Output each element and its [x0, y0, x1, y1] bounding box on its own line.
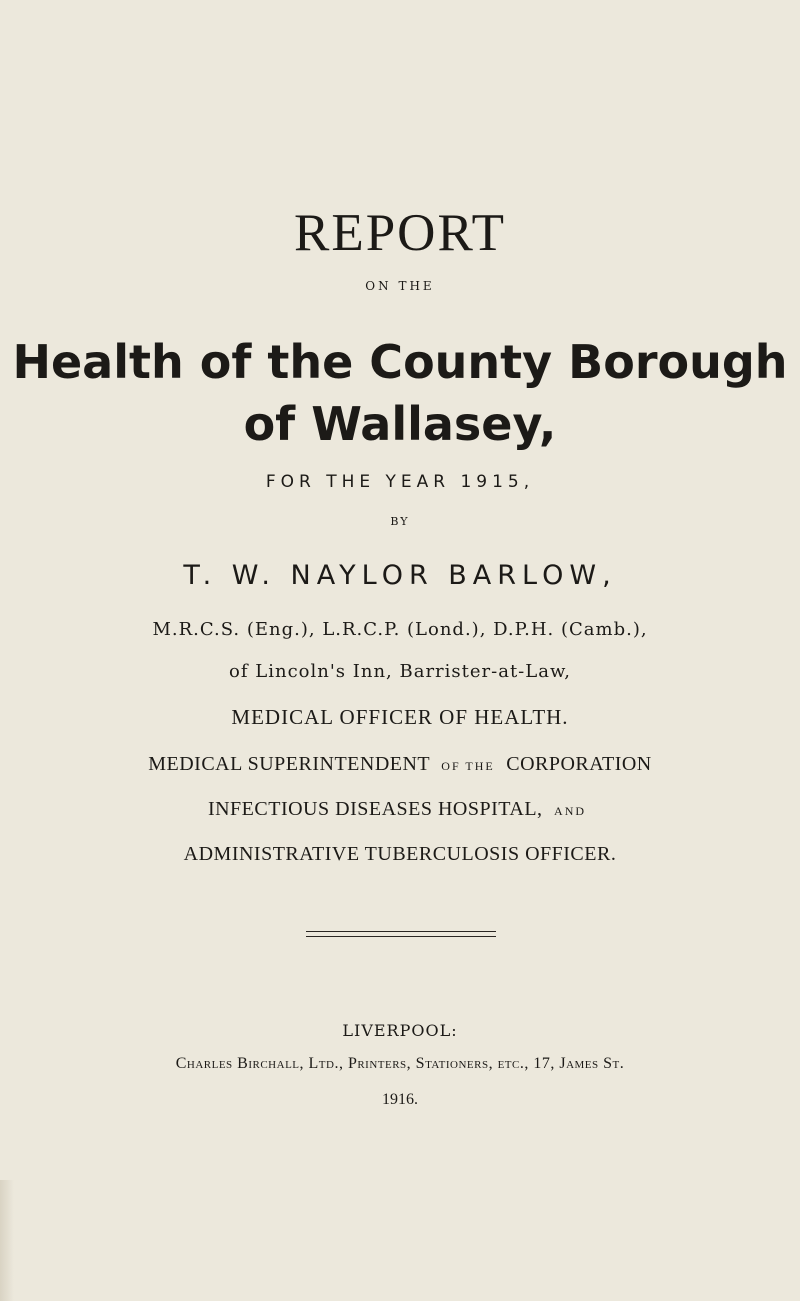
position-hospital-connector: AND	[554, 804, 587, 818]
author-qualifications: M.R.C.S. (Eng.), L.R.C.P. (Lond.), D.P.H. (Camb.),	[152, 619, 648, 640]
position-medical-officer: MEDICAL OFFICER OF HEALTH.	[231, 705, 569, 729]
imprint-year: 1916.	[382, 1091, 418, 1108]
binding-edge	[0, 1180, 14, 1301]
position-superintendent-start: MEDICAL SUPERINTENDENT	[148, 753, 430, 775]
by-label: BY	[390, 515, 410, 528]
on-the-label: ON THE	[365, 279, 435, 293]
author-name: T. W. NAYLOR BARLOW,	[183, 560, 617, 591]
author-inn: of Lincoln's Inn, Barrister-at-Law,	[229, 661, 571, 682]
imprint-printer: Charles Birchall, Ltd., Printers, Stationers, etc., 17, James St.	[175, 1055, 625, 1072]
report-title: REPORT	[293, 204, 507, 262]
position-tuberculosis-officer: ADMINISTRATIVE TUBERCULOSIS OFFICER.	[183, 843, 617, 865]
imprint-city: LIVERPOOL:	[342, 1021, 458, 1040]
double-rule-divider	[306, 931, 496, 937]
subject-heading-line2: of Wallasey,	[243, 397, 557, 451]
position-hospital	[0, 798, 800, 821]
year-line: FOR THE YEAR 1915,	[265, 472, 535, 492]
position-superintendent-end: CORPORATION	[506, 753, 652, 775]
position-superintendent	[0, 753, 800, 776]
subject-heading-line1: Health of the County Borough	[12, 335, 788, 389]
position-superintendent-connector: OF THE	[441, 759, 495, 773]
position-hospital-text: INFECTIOUS DISEASES HOSPITAL,	[207, 798, 543, 820]
